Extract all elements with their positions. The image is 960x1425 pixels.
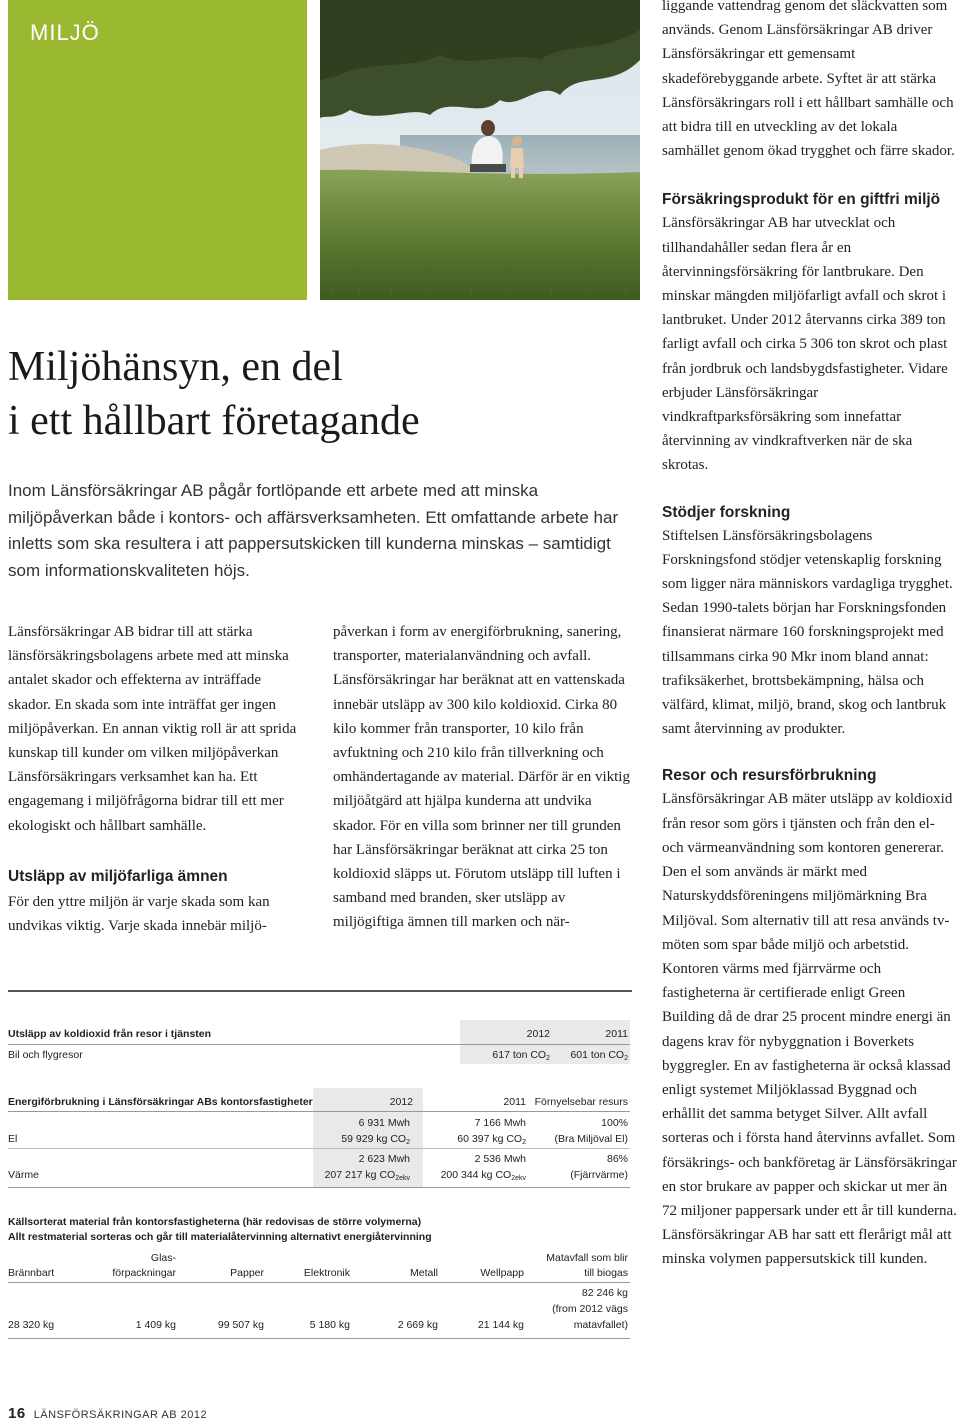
table-title: Energiförbrukning i Länsförsäkringar ABs kontorsfastigheter	[8, 1096, 313, 1108]
el-renewable-note: (Bra Miljöval El)	[554, 1133, 628, 1145]
subscript: 2	[624, 1055, 628, 1062]
heat-2012-mwh: 2 623 Mwh	[358, 1153, 410, 1165]
value-paper: 99 507 kg	[217, 1319, 264, 1331]
divider	[8, 1044, 630, 1045]
lead-paragraph: Inom Länsförsäkringar AB pågår fortlöpande ett arbete med att minska miljöpåverkan både i kontors- och affärsverksamheten. Ett omfattande arbete har inletts som ska resultera i att pappersutskicken till kunderna minskas – samtidigt som informationskvaliteten höjs.	[8, 481, 619, 580]
value-2012	[460, 1049, 550, 1061]
paragraph: För den yttre miljön är varje skada som kan undvikas viktig. Varje skada innebär miljö-	[8, 893, 270, 935]
paragraph: liggande vattendrag genom det släckvatten som används. Genom Länsförsäkringar AB driver Länsförsäkringar ett gemensamt skadeförebyggande arbete. Syftet är att stärka Länsförsäkringars roll i ett hållbart samhälle och att bidra till en utveckling av det lokala samhället genom ökad trygghet och färre skador.	[662, 0, 955, 160]
value-foodwaste-1: 82 246 kg	[581, 1287, 628, 1299]
value-glass: 1 409 kg	[135, 1319, 176, 1331]
tables-top-rule	[8, 990, 632, 992]
value-cardboard: 21 144 kg	[477, 1319, 524, 1331]
heat-2012-co2	[313, 1169, 410, 1181]
header-metal: Metall	[409, 1267, 438, 1279]
divider	[8, 1338, 630, 1339]
text-column-1	[8, 620, 304, 938]
value-text: 601 ton CO	[570, 1049, 625, 1061]
el-renewable-pct: 100%	[601, 1117, 628, 1129]
subheading: Stödjer forskning	[662, 503, 791, 521]
header-foodwaste-1: Matavfall som blir	[546, 1252, 628, 1264]
value-text: 59 929 kg CO	[341, 1133, 407, 1145]
subheading: Resor och resursförbrukning	[662, 767, 877, 785]
paragraph: Länsförsäkringar AB bidrar till att stärka länsförsäkringsbolagens arbete med att minska antalet skador och effekterna av inträffade skador. En skada som inte inträffat ger ingen miljöpåverkan. En annan viktig roll är att sprida kunskap till kunder om vilken miljöpåverkan Länsförsäkringars verksamhet kan ha. Ett engagemang i miljöfrågorna bidrar till ett mer ekologiskt och hållbart samhälle.	[8, 624, 297, 834]
energy-table	[8, 1088, 630, 1188]
header-cardboard: Wellpapp	[480, 1267, 524, 1279]
el-2012-co2	[313, 1133, 410, 1145]
table-title: Utsläpp av koldioxid från resor i tjänsten	[8, 1028, 212, 1040]
subheading: Försäkringsprodukt för en giftfri miljö	[662, 191, 941, 209]
value-metal: 2 669 kg	[397, 1319, 438, 1331]
renewable-header: Förnyelsebar resurs	[534, 1096, 628, 1108]
row-label-heat: Värme	[8, 1169, 39, 1181]
value-text: 617 ton CO	[492, 1049, 547, 1061]
value-text: 207 217 kg CO	[324, 1169, 396, 1181]
year-2012: 2012	[526, 1028, 550, 1040]
page-footer	[8, 1405, 207, 1422]
year-2011: 2011	[605, 1028, 628, 1040]
divider	[8, 1111, 630, 1112]
heat-2011-co2	[428, 1169, 526, 1181]
page-number: 16	[8, 1405, 26, 1422]
subscript: 2	[406, 1139, 410, 1146]
el-2012-mwh: 6 931 Mwh	[358, 1117, 410, 1129]
page-headline	[8, 340, 628, 448]
table-title: Källsorterat material från kontorsfastigheterna (här redovisas de större volymerna)	[8, 1216, 422, 1228]
year-2012: 2012	[389, 1096, 413, 1108]
text-column-2	[333, 620, 633, 935]
table-subtitle: Allt restmaterial sorteras och går till materialåtervinning alternativt energiåtervinning	[8, 1231, 432, 1243]
divider	[8, 1282, 630, 1283]
paragraph: Stiftelsen Länsförsäkringsbolagens Forskningsfond stödjer vetenskaplig forskning som ligger nära människors vardagliga trygghet. Sedan 1990-talets början har Forskningsfonden finansierat närmare 160 forskningsprojekt med tillsammans cirka 90 Mkr inom bland annat: trafiksäkerhet, brottsbekämpning, hälsa och välfärd, klimat, miljö, brand, skog och lantbruk samt återvinning av produkter.	[662, 527, 953, 738]
value-electronics: 5 180 kg	[309, 1319, 350, 1331]
value-text: 60 397 kg CO	[457, 1133, 523, 1145]
subscript: 2ekv	[395, 1175, 410, 1182]
year-2011: 2011	[503, 1096, 526, 1108]
paragraph: Länsförsäkringar AB mäter utsläpp av koldioxid från resor som görs i tjänsten och från den el- och värmeanvändning som kontoren genererar. Den el som används är märkt med Naturskyddsföreningens miljömärkning Bra Miljöval. Som alternativ till att resa används tv-möten som spar både miljö och arbetstid. Kontoren värms med fjärrvärme och fastigheterna är certifierade enligt Green Building då de drar 25 procent mindre energi än dagens krav för nybyggnation i Boverkets byggregler. En av fastigheterna är också klassad enligt systemet Miljöklassad Byggnad och erhållit det samma betyget Silver. Allt avfall sorteras och i första hand återvinns avfallet. Som försäkrings- och bankföretag är Länsförsäkringar en stor brukare av papper och skickar ut mer än 72 miljoner pappersark under ett år till kunderna. Länsförsäkringar AB har satt ett flerårigt mål att minska volymen pappersutskick till kunden.	[662, 791, 957, 1268]
value-2011	[548, 1049, 628, 1061]
subscript: 2	[546, 1055, 550, 1062]
row-label: Bil och flygresor	[8, 1049, 83, 1061]
paragraph: Länsförsäkringar AB har utvecklat och tillhandahåller sedan flera år en återvinningsförsäkring för lantbrukare. Den minskar mängden miljöfarligt avfall och skrot i lantbruket. Under 2012 återvanns cirka 389 ton farligt avfall och cirka 5 306 ton skrot och plast från jordbruk och landsbygdsfastigheter. Vidare erbjuder Länsförsäkringar vindkraftparksförsäkring som innefattar återvinning av vindkraftverken när de ska skrotas.	[662, 215, 948, 474]
row-label-el: El	[8, 1133, 18, 1145]
header-glass-1: Glas-	[150, 1252, 176, 1264]
hero-photo	[320, 0, 640, 300]
divider	[8, 1148, 630, 1149]
header-combustible: Brännbart	[8, 1267, 55, 1279]
lakeside-photo-illustration	[320, 0, 640, 300]
headline-line-1: Miljöhänsyn, en del	[8, 344, 343, 390]
headline-line-2: i ett hållbart företagande	[8, 398, 420, 444]
heat-2011-mwh: 2 536 Mwh	[474, 1153, 526, 1165]
value-foodwaste-2: (from 2012 vägs	[552, 1303, 628, 1315]
header-paper: Papper	[230, 1267, 264, 1279]
co2-travel-table	[8, 1020, 630, 1070]
section-tag-label: MILJÖ	[30, 20, 100, 45]
value-combustible: 28 320 kg	[8, 1319, 55, 1331]
header-glass-2: förpackningar	[112, 1267, 176, 1279]
text-column-3	[662, 0, 958, 1272]
subscript: 2	[522, 1139, 526, 1146]
section-tag-block	[8, 0, 307, 300]
header-electronics: Elektronik	[303, 1267, 350, 1279]
sorted-waste-table	[8, 1208, 630, 1348]
value-foodwaste-3: matavfallet)	[573, 1319, 628, 1331]
heat-renewable-note: (Fjärrvärme)	[570, 1169, 628, 1181]
subheading: Utsläpp av miljöfarliga ämnen	[8, 867, 228, 885]
heat-renewable-pct: 86%	[606, 1153, 628, 1165]
footer-text: LÄNSFÖRSÄKRINGAR AB 2012	[33, 1409, 208, 1421]
paragraph: påverkan i form av energiförbrukning, sanering, transporter, materialanvändning och avfall. Länsförsäkringar har beräknat att en vattenskada innebär utsläpp av 300 kilo koldioxid. Cirka 80 kilo kommer från transporter, 10 kilo från avfuktning och 210 kilo från tillverkning och omhändertagande av material. Därför är en viktig miljöåtgärd att hjälpa kunderna att undvika skador. För en villa som brinner ner till grunden har Länsförsäkringar beräknat att cirka 25 ton koldioxid släpps ut. Förutom utsläpp till luften i samband med branden, sker utsläpp av miljögiftiga ämnen till marken och när-	[333, 624, 630, 931]
subscript: 2ekv	[511, 1175, 526, 1182]
el-2011-co2	[428, 1133, 526, 1145]
header-foodwaste-2: till biogas	[584, 1267, 628, 1279]
el-2011-mwh: 7 166 Mwh	[474, 1117, 526, 1129]
value-text: 200 344 kg CO	[440, 1169, 512, 1181]
divider	[8, 1187, 630, 1188]
